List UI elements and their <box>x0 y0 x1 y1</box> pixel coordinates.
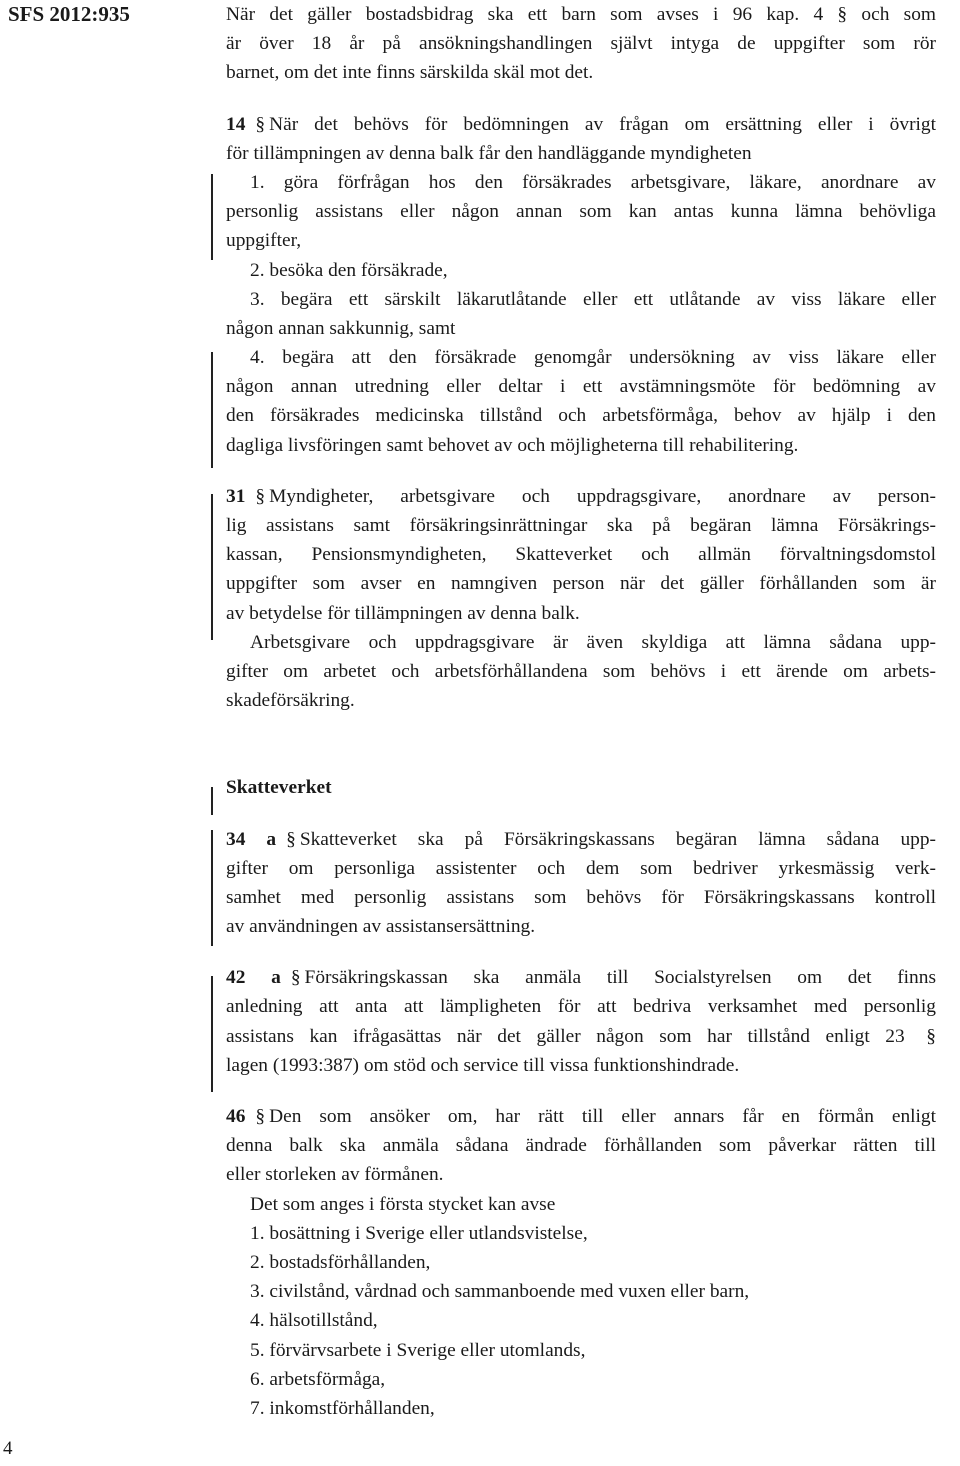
paragraph-symbol: § <box>926 1025 936 1047</box>
section-31 <box>226 482 936 716</box>
text-line: barnet, om det inte finns särskilda skäl mot det. <box>226 62 594 84</box>
page-number: 4 <box>3 1438 13 1459</box>
paragraph-symbol: § <box>255 485 266 507</box>
section-number: 14 <box>226 113 246 135</box>
paragraph-symbol: § <box>286 828 296 850</box>
text-line: uppgifter som avser en namngiven person när det gäller förhållanden som är <box>226 573 936 595</box>
section-first-line <box>226 963 936 992</box>
section-number: 34 a <box>226 828 277 850</box>
section-first-line <box>226 482 936 511</box>
change-bar <box>211 830 213 946</box>
text-line: personlig assistans eller någon annan som kan antas kunna lämna behövliga <box>226 201 936 223</box>
sfs-number: SFS 2012:935 <box>8 2 130 26</box>
section-text: När det behövs för bedömningen av frågan om ersättning eller i övrigt <box>269 113 936 135</box>
section-text: Försäkringskassan ska anmäla till Socialstyrelsen om det finns <box>304 967 936 989</box>
section-heading: Skatteverket <box>226 777 332 799</box>
change-bar <box>211 174 213 260</box>
intro-paragraph <box>226 0 936 88</box>
text-line: anledning att anta att lämpligheten för att bedriva verksamhet med personlig <box>226 996 936 1018</box>
list-item: 3. begära ett särskilt läkarutlåtande eller ett utlåtande av viss läkare eller <box>250 288 936 310</box>
section-text: Skatteverket ska på Försäkringskassans begäran lämna sådana upp- <box>299 828 936 850</box>
text-line: någon annan sakkunnig, samt <box>226 317 456 339</box>
list-item: 2. bostadsförhållanden, <box>250 1251 431 1273</box>
change-bar <box>211 787 213 815</box>
paragraph-symbol: § <box>255 113 266 135</box>
paragraph-symbol: § <box>290 967 301 989</box>
text-line: den försäkrades medicinska tillstånd och arbetsförmåga, behov av hjälp i den <box>226 405 936 427</box>
section-number: 46 <box>226 1106 246 1127</box>
text-line: lagen (1993:387) om stöd och service till vissa funktionshindrade. <box>226 1054 740 1076</box>
text-line: är över 18 år på ansökningshandlingen självt intyga de uppgifter som rör <box>226 33 936 55</box>
text-span: assistans kan ifrågasättas när det gäller någon som har tillstånd enligt 23 <box>226 1025 905 1047</box>
text-line: samhet med personlig assistans som behövs för Försäkringskassans kontroll <box>226 886 936 908</box>
list-item: 7. inkomstförhållanden, <box>250 1397 435 1419</box>
text-line: någon annan utredning eller deltar i ett avstämningsmöte för bedömning av <box>226 376 936 398</box>
list-item: 4. hälsotillstånd, <box>250 1310 378 1332</box>
section-14 <box>226 110 936 460</box>
text-line: Det som anges i första stycket kan avse <box>250 1193 556 1215</box>
list-item: 1. göra förfrågan hos den försäkrades arbetsgivare, läkare, anordnare av <box>250 171 936 193</box>
text-line: dagliga livsföringen samt behovet av och möjligheterna till rehabilitering. <box>226 434 799 456</box>
list-item: 2. besöka den försäkrade, <box>250 259 448 281</box>
list-item: 6. arbetsförmåga, <box>250 1368 386 1390</box>
section-46 <box>226 1102 936 1423</box>
text-line: skadeförsäkring. <box>226 690 355 712</box>
text-line: uppgifter, <box>226 230 302 252</box>
text-line: gifter om arbetet och arbetsförhållandena som behövs i ett ärende om arbets- <box>226 660 936 682</box>
change-bar <box>211 352 213 468</box>
text-line: När det gäller bostadsbidrag ska ett barn som avses i 96 kap. 4 § och som <box>226 4 936 25</box>
section-first-line <box>226 1102 936 1131</box>
text-line: för tillämpningen av denna balk får den handläggande myndigheten <box>226 142 752 164</box>
paragraph-symbol: § <box>255 1106 266 1127</box>
text-line: Arbetsgivare och uppdragsgivare är även skyldiga att lämna sådana upp- <box>250 631 936 653</box>
list-item: 4. begära att den försäkrade genomgår undersökning av viss läkare eller <box>250 347 936 369</box>
change-bar <box>211 494 213 640</box>
change-bar <box>211 976 213 1092</box>
section-34a <box>226 825 936 942</box>
section-number: 31 <box>226 485 246 507</box>
section-42a <box>226 963 936 1080</box>
document-body <box>226 0 936 1423</box>
section-text: Den som ansöker om, har rätt till eller annars får en förmån enligt <box>269 1106 936 1127</box>
text-line: kassan, Pensionsmyndigheten, Skatteverket och allmän förvaltningsdomstol <box>226 544 936 566</box>
section-first-line <box>226 110 936 139</box>
text-line: denna balk ska anmäla sådana ändrade förhållanden som påverkar rätten till <box>226 1135 936 1157</box>
text-line: av användningen av assistansersättning. <box>226 916 536 938</box>
text-line <box>226 1022 936 1051</box>
text-line: lig assistans samt försäkringsinrättningar ska på begäran lämna Försäkrings- <box>226 515 936 536</box>
list-item: 3. civilstånd, vårdnad och sammanboende med vuxen eller barn, <box>250 1281 750 1303</box>
list-item: 1. bosättning i Sverige eller utlandsvistelse, <box>250 1222 588 1244</box>
section-text: Myndigheter, arbetsgivare och uppdragsgivare, anordnare av person- <box>269 485 936 507</box>
list-item: 5. förvärvsarbete i Sverige eller utomlands, <box>250 1339 586 1361</box>
text-line: eller storleken av förmånen. <box>226 1164 444 1186</box>
text-line: gifter om personliga assistenter och dem som bedriver yrkesmässig verk- <box>226 857 936 879</box>
section-number: 42 a <box>226 967 281 989</box>
section-first-line <box>226 825 936 854</box>
text-line: av betydelse för tillämpningen av denna balk. <box>226 602 580 624</box>
